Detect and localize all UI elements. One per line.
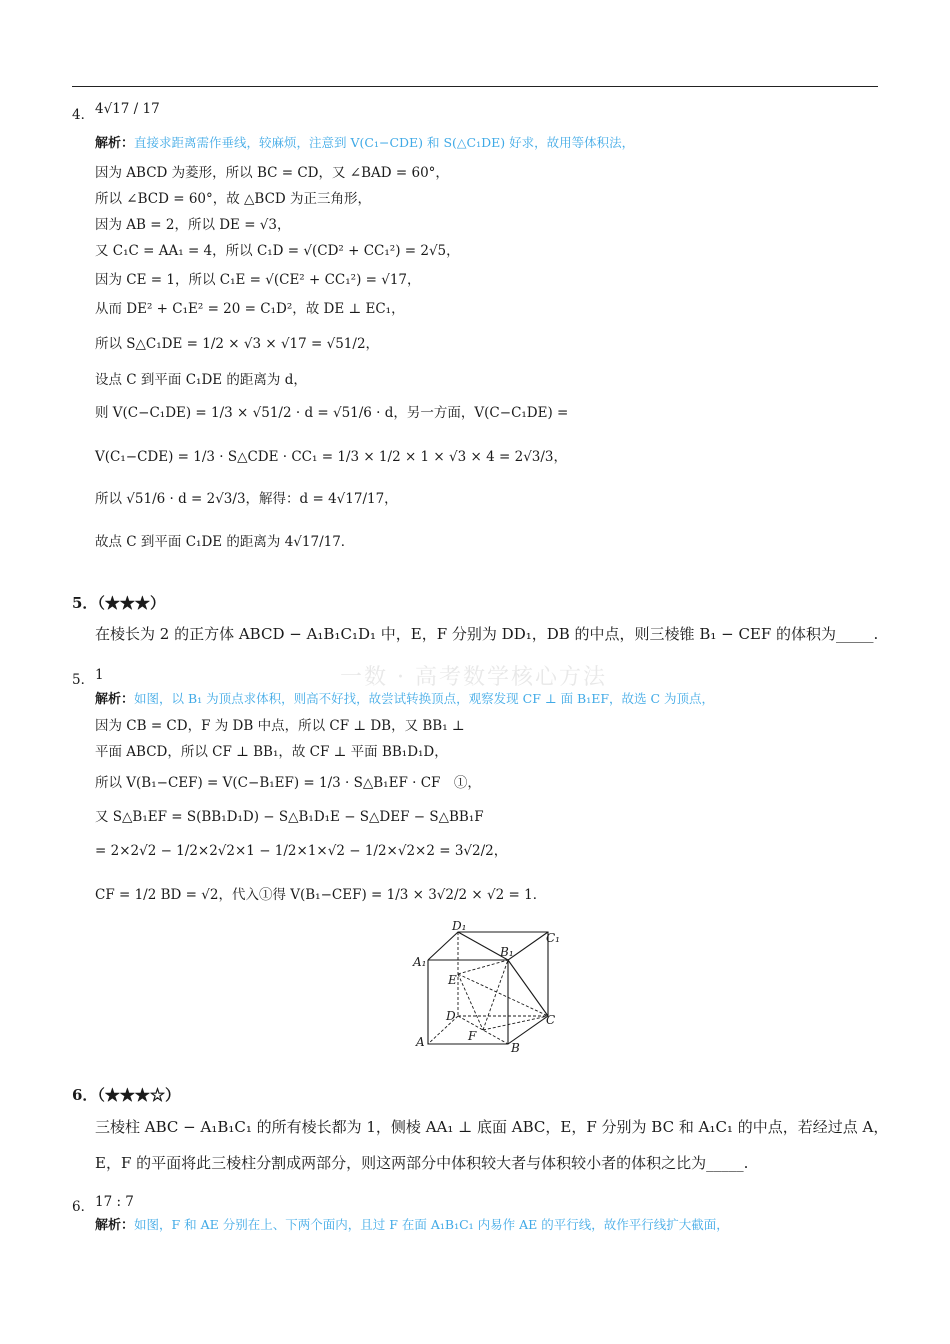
hint-label: 解析： — [95, 1218, 135, 1233]
question-5-text: 在棱长为 2 的正方体 ABCD − A₁B₁C₁D₁ 中，E，F 分别为 DD₁，DB 的中点，则三棱锥 B₁ − CEF 的体积为_____. — [95, 625, 879, 643]
answer-5-number: 5． — [72, 672, 95, 688]
label-b: B — [511, 1041, 520, 1055]
solution-4-line: 则 V(C−C₁DE) = 1/3 × √51/2 · d = √51/6 · d，另一方面，V(C−C₁DE) = — [95, 405, 569, 421]
solution-4-line: 又 C₁C = AA₁ = 4，所以 C₁D = √(CD² + CC₁²) = 2√5， — [95, 243, 460, 259]
label-c1: C₁ — [546, 931, 560, 945]
hint-text: 直接求距离需作垂线，较麻烦，注意到 V(C₁−CDE) 和 S(△C₁DE) 好求，故用等体积法， — [134, 135, 635, 150]
solution-5-line: = 2×2√2 − 1/2×2√2×1 − 1/2×1×√2 − 1/2×√2×2 = 3√2/2， — [95, 843, 508, 859]
question-6-heading: 6．（★★★☆） — [72, 1086, 180, 1104]
solution-4-line: 从而 DE² + C₁E² = 20 = C₁D²，故 DE ⊥ EC₁， — [95, 301, 405, 317]
label-a: A — [416, 1035, 425, 1049]
answer-4-number: 4． — [72, 107, 95, 123]
question-5-heading: 5．（★★★） — [72, 594, 165, 612]
hint-4 — [95, 134, 634, 153]
watermark: 一数 · 高考数学核心方法 — [340, 665, 607, 690]
solution-4-line: 所以 ∠BCD = 60°，故 △BCD 为正三角形， — [95, 191, 372, 207]
label-a1: A₁ — [413, 955, 427, 969]
solution-5-line: 平面 ABCD，所以 CF ⊥ BB₁，故 CF ⊥ 平面 BB₁D₁D， — [95, 744, 448, 760]
label-e: E — [448, 973, 457, 987]
solution-5-line: CF = 1/2 BD = √2，代入①得 V(B₁−CEF) = 1/3 × 3√2/2 × √2 = 1． — [95, 887, 547, 903]
solution-5-line: 所以 V(B₁−CEF) = V(C−B₁EF) = 1/3 · S△B₁EF · CF ①， — [95, 775, 481, 791]
solution-4-line: 设点 C 到平面 C₁DE 的距离为 d， — [95, 372, 307, 388]
solution-4-line: 因为 ABCD 为菱形，所以 BC = CD，又 ∠BAD = 60°， — [95, 165, 449, 181]
solution-5-line: 又 S△B₁EF = S(BB₁D₁D) − S△B₁D₁E − S△DEF − S△BB₁F — [95, 809, 484, 825]
hint-label: 解析： — [95, 692, 135, 707]
solution-5-line: 因为 CB = CD，F 为 DB 中点，所以 CF ⊥ DB，又 BB₁ ⊥ — [95, 718, 465, 734]
hint-6 — [95, 1216, 729, 1235]
label-f: F — [468, 1029, 477, 1043]
solution-4-line: V(C₁−CDE) = 1/3 · S△CDE · CC₁ = 1/3 × 1/2 × 1 × √3 × 4 = 2√3/3， — [95, 449, 568, 465]
hint-text: 如图，F 和 AE 分别在上、下两个面内，且过 F 在面 A₁B₁C₁ 内易作 AE 的平行线，故作平行线扩大截面， — [134, 1217, 729, 1232]
hint-5 — [95, 690, 714, 709]
answer-6-number: 6． — [72, 1199, 95, 1215]
label-c: C — [546, 1013, 556, 1027]
answer-6-value: 17 : 7 — [95, 1194, 134, 1210]
answer-5-value: 1 — [95, 667, 104, 683]
question-6-text: 三棱柱 ABC − A₁B₁C₁ 的所有棱长都为 1，侧棱 AA₁ ⊥ 底面 ABC，E，F 分别为 BC 和 A₁C₁ 的中点，若经过点 A， — [95, 1118, 889, 1136]
solution-4-line: 因为 AB = 2，所以 DE = √3， — [95, 217, 291, 233]
answer-4-value: 4√17 / 17 — [95, 101, 160, 117]
label-d1: D₁ — [452, 919, 467, 933]
hint-text: 如图，以 B₁ 为顶点求体积，则高不好找，故尝试转换顶点，观察发现 CF ⊥ 面 B₁EF，故选 C 为顶点， — [134, 691, 715, 706]
solution-4-line: 因为 CE = 1，所以 C₁E = √(CE² + CC₁²) = √17， — [95, 272, 421, 288]
label-b1: B₁ — [500, 945, 514, 959]
hint-label: 解析： — [95, 136, 135, 151]
solution-4-line: 所以 √51/6 · d = 2√3/3，解得：d = 4√17/17， — [95, 491, 398, 507]
header-rule — [72, 86, 878, 87]
label-d: D — [446, 1009, 456, 1023]
question-6-text: E，F 的平面将此三棱柱分割成两部分，则这两部分中体积较大者与体积较小者的体积之比为_____. — [95, 1154, 749, 1172]
solution-4-line: 故点 C 到平面 C₁DE 的距离为 4√17/17． — [95, 534, 355, 550]
solution-4-line: 所以 S△C₁DE = 1/2 × √3 × √17 = √51/2， — [95, 336, 380, 352]
cube-figure — [408, 918, 568, 1058]
